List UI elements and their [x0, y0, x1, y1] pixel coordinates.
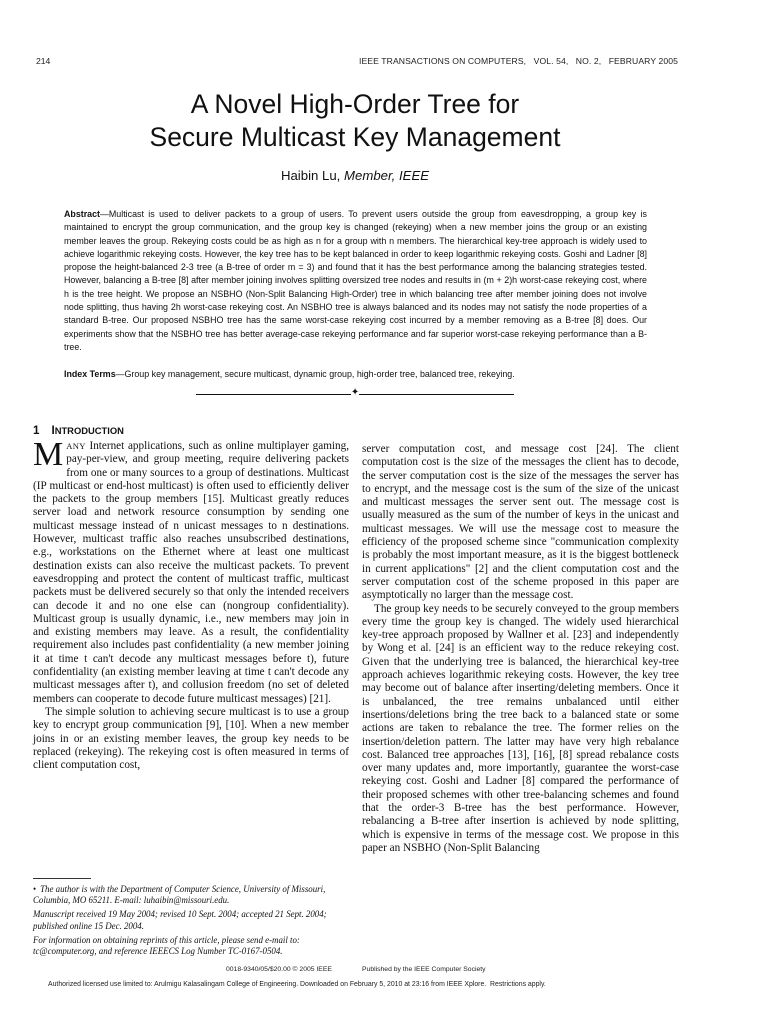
license-note: Authorized licensed use limited to: Arulmigu Kalasalingam College of Engineering. Downloaded on February 5, 2010 at 23:16 from IEEE Xplore. Restrictions apply.	[48, 981, 546, 988]
right-paragraph-1: server computation cost, and message cost [24]. The client computation cost is the size of the messages the client has to decode, the server computation cost is the size of the messages the server has to encrypt, and the message cost is the sum of the size of the unicast and multicast messages the server sent out. The message cost is usually measured as the sum of the number of keys in the unicast and multicast messages. We will use the message cost to measure the efficiency of the proposed scheme since "communication complexity is probably the most important measure, as it is the biggest bottleneck in current applications" [2] and the client computation cost and the server computation cost of the scheme proposed in this paper are asymptotically no larger than the message cost.	[362, 443, 679, 602]
footnote-bullet: •	[33, 884, 37, 894]
copyright-line: 0018-9340/05/$20.00 © 2005 IEEE	[226, 966, 332, 973]
drop-cap: M	[33, 436, 64, 473]
intro-paragraph-1	[33, 436, 349, 706]
footnote-rule	[33, 878, 91, 879]
left-column	[33, 436, 349, 772]
footnote-author: • The author is with the Department of Computer Science, University of Missouri, Columbia, MO 65211. E-mail: luhaibin@missouri.edu.	[33, 884, 326, 906]
intro-paragraph-2: The simple solution to achieving secure multicast is to use a group key to encrypt group communication [9], [10]. When a new member joins in or an existing member leaves, the group key needs to be replaced (rekeying). The rekeying cost is often measured in terms of client computation cost,	[33, 705, 349, 772]
running-header: IEEE TRANSACTIONS ON COMPUTERS, VOL. 54, NO. 2, FEBRUARY 2005	[358, 56, 678, 66]
footnotes	[33, 884, 349, 960]
index-terms-label: Index Terms	[64, 369, 116, 379]
author-membership: Member, IEEE	[344, 168, 430, 183]
separator-diamond-icon: ✦	[350, 387, 360, 398]
index-terms-text: —Group key management, secure multicast, dynamic group, high-order tree, balanced tree, rekeying.	[115, 369, 515, 379]
paper-title	[60, 88, 650, 154]
section-number: 1	[33, 424, 40, 437]
page-number: 214	[36, 56, 51, 66]
title-line-2: Secure Multicast Key Management	[149, 122, 561, 152]
right-column	[362, 443, 679, 855]
publisher-line: Published by the IEEE Computer Society	[362, 966, 486, 973]
section-title-first: I	[51, 424, 55, 437]
right-paragraph-2: The group key needs to be securely conveyed to the group members every time the group key is changed. The widely used hierarchical key-tree approach proposed by Wallner et al. [23] and independently by Wong et al. [24] is an efficient way to the reduce rekeying cost. Given that the underlying tree is balanced, the hierarchical key-tree approach achieves logarithmic rekeying costs. However, the key tree may become out of balance after inserting/deleting members. Once it is unbalanced, the tree remains unbalanced until either insertions/deletions bring the tree back to a balanced state or some actions are taken to rebalance the tree. The former relies on the insertion/deletion pattern. The latter may have very high rebalance cost. Balanced tree approaches [13], [16], [8] spread rebalance costs over many updates and, more importantly, guarantee the worst-case rekeying cost. Goshi and Ladner [8] compared the performance of their proposed schemes with other tree-balancing schemes and found that the order-3 B-tree has the best performance. However, rebalancing a B-tree after insertion is achieved by node splitting, which is expensive in terms of the message cost. We propose in this paper an NSBHO (Non-Split Balancing	[362, 602, 679, 854]
footnote-reprints: For information on obtaining reprints of this article, please send e-mail to: tc@computer.org, and reference IEEECS Log Number TC-0167-0504.	[33, 934, 300, 957]
intro-text-1: Internet applications, such as online multiplayer gaming, pay-per-view, and group meeting, require delivering packets from one or many sources to a group of destinations. Multicast (IP multicast or end-host multicast) is often used to efficiently deliver the packets to the group members [15]. Multicast greatly reduces server load and network resource consumption by sending one multicast message instead of n unicast messages to n destinations. However, multicast traffic also reaches unsubscribed destinations, e.g., workstations on the Ethernet where at least one multicast destination exists can also receive the multicast packets. To prevent eavesdropping and protect the content of multicast traffic, multicast packets must be delivered securely so that only the intended receivers can decode it and no one else can (nongroup confidentiality). Multicast group is usually dynamic, i.e., new members may join in and existing members may leave. As a result, the confidentiality requirement also includes past confidentiality (a new member joining it at time t can't decode any multicast messages before t), future confidentiality (an existing member leaving at time t can't decode any multicast messages after t), and collusion freedom (no set of deleted members can cooperate to decode future multicast messages) [21].	[33, 440, 349, 705]
index-terms	[64, 368, 647, 381]
author-name: Haibin Lu,	[280, 168, 341, 183]
section-title-rest: NTRODUCTION	[54, 425, 124, 436]
title-line-1: A Novel High-Order Tree for	[190, 89, 520, 119]
abstract-label: Abstract	[64, 209, 101, 219]
abstract	[64, 208, 647, 354]
author-line	[60, 168, 650, 183]
abstract-text: —Multicast is used to deliver packets to a group of users. To prevent users outside the group from eavesdropping, a group key is maintained to encrypt the group communication, and the group key is changed (rekeying) when a new member joins the group or an existing member leaves the group. Rekeying costs could be as high as n for a group with n members. The hierarchical key-tree approach is widely used to achieve logarithmic rekeying costs. However, the key tree has to be kept balanced in order to keep logarithmic rekeying costs. Goshi and Ladner [8] propose the height-balanced 2-3 tree (a B-tree of order m = 3) and found that it has the best performance among the balancing strategies tested. However, balancing a B-tree [8] after member joining involves splitting oversized tree nodes and results in (m + 2)h worst-case rekeying cost, where h is the tree height. We propose an NSBHO (Non-Split Balancing High-Order) tree in which balancing tree after member joining does not involve node splitting, thus having 2h worst-case rekeying cost. An NSBHO tree is always balanced and its nodes may not satisfy the node properties of a standard B-tree. Our proposed NSBHO tree has the same worst-case rekeying cost incurred by a member removing as a B-tree [8] does. Our experiments show that the NSBHO tree has better average-case rekeying performance and far superior worst-case rekeying performance than a B-tree.	[64, 209, 647, 352]
drop-cap-rest: ANY	[66, 441, 86, 451]
footnote-manuscript: Manuscript received 19 May 2004; revised 10 Sept. 2004; accepted 21 Sept. 2004; published online 15 Dec. 2004.	[33, 909, 327, 931]
